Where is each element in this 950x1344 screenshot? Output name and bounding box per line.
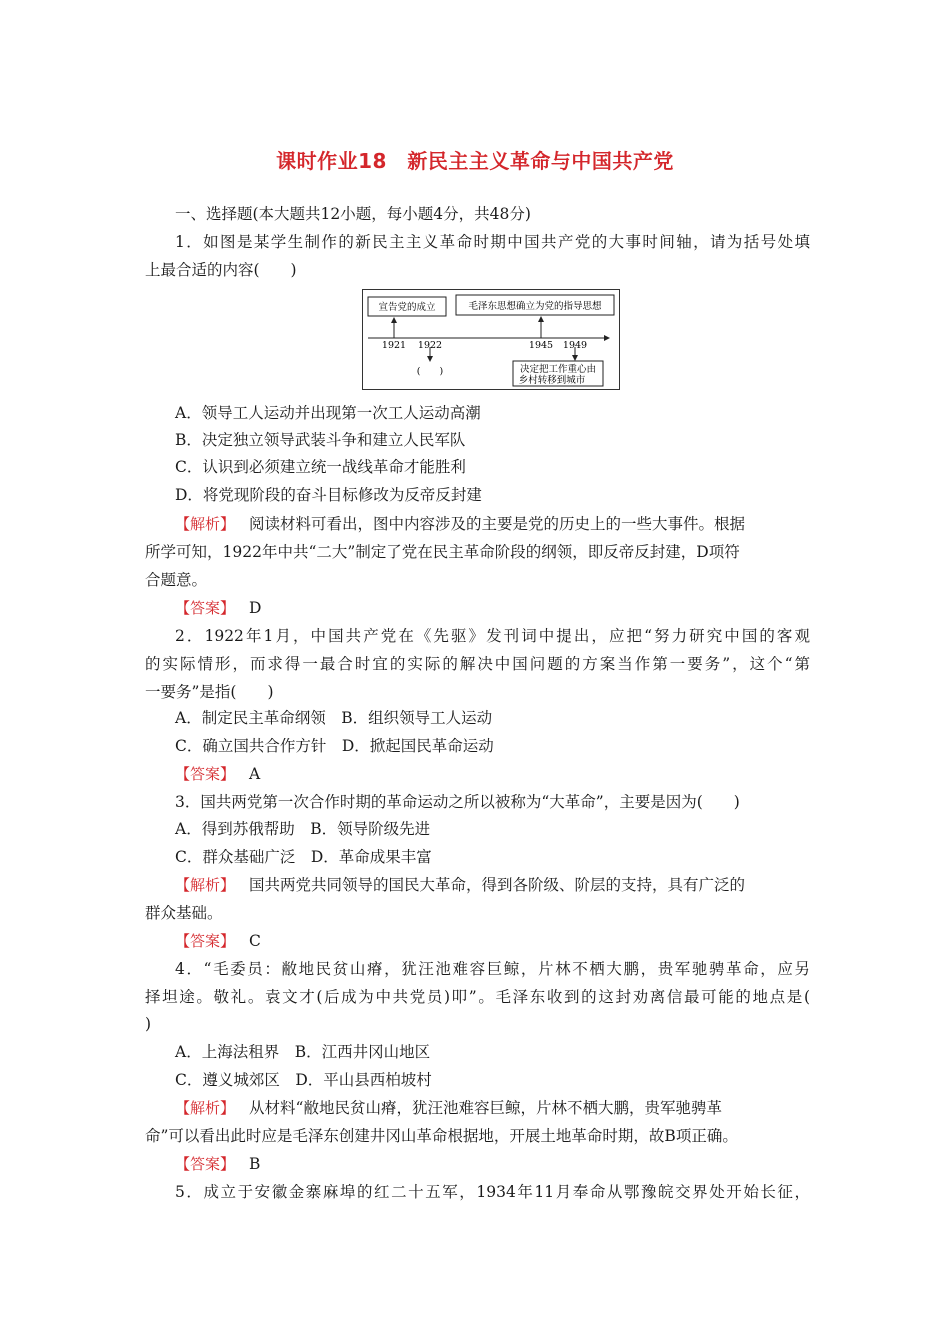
analysis-label: 【解析】 bbox=[175, 876, 236, 894]
q2-stem-line-2: 的实际情形，而求得一最合时宜的实际的解决中国问题的方案当作第一要务”，这个“第 bbox=[145, 655, 810, 673]
q3-analysis-line-2: 群众基础。 bbox=[145, 904, 223, 922]
q1-option-d: D．将党现阶段的奋斗目标修改为反帝反封建 bbox=[175, 486, 482, 504]
page-title: 课时作业18 新民主主义革命与中国共产党 bbox=[276, 149, 674, 173]
q4-stem-line-3: ) bbox=[145, 1015, 152, 1033]
q4-options-line-1: A．上海法租界 B．江西井冈山地区 bbox=[175, 1043, 431, 1061]
section-heading: 一、选择题(本大题共12小题，每小题4分，共48分) bbox=[175, 205, 531, 223]
q2-options-line-2: C．确立国共合作方针 D．掀起国民革命运动 bbox=[175, 737, 494, 755]
timeline-figure bbox=[362, 289, 620, 390]
answer-label: 【答案】 bbox=[175, 932, 236, 950]
answer-label: 【答案】 bbox=[175, 765, 236, 783]
timeline-label-work-shift-1: 决定把工作重心由 bbox=[519, 364, 597, 375]
analysis-label: 【解析】 bbox=[175, 515, 236, 533]
q2-answer: 【答案】 A bbox=[175, 765, 261, 783]
q1-option-b: B．决定独立领导武装斗争和建立人民军队 bbox=[175, 431, 466, 449]
q4-stem-line-1: 4．“毛委员：敝地民贫山瘠，犹汪池难容巨鲸，片林不栖大鹏，贵军驰骋革命，应另 bbox=[175, 960, 810, 978]
answer-label: 【答案】 bbox=[175, 1155, 236, 1173]
q4-answer: 【答案】 B bbox=[175, 1155, 261, 1173]
timeline-blank: ( ) bbox=[416, 366, 444, 377]
q3-analysis-line-1: 【解析】 国共两党共同领导的国民大革命，得到各阶级、阶层的支持，具有广泛的 bbox=[175, 876, 746, 894]
answer-label: 【答案】 bbox=[175, 599, 236, 617]
timeline-label-work-shift-2: 乡村转移到城市 bbox=[518, 375, 586, 386]
q2-options-line-1: A．制定民主革命纲领 B．组织领导工人运动 bbox=[175, 709, 493, 727]
q5-stem-line-1: 5．成立于安徽金寨麻埠的红二十五军，1934年11月奉命从鄂豫皖交界处开始长征， bbox=[175, 1183, 810, 1201]
q3-answer: 【答案】 C bbox=[175, 932, 261, 950]
year-1921: 1921 bbox=[381, 340, 407, 351]
timeline-label-founding: 宣告党的成立 bbox=[378, 302, 436, 313]
q1-analysis-line-2: 所学可知，1922年中共“二大”制定了党在民主革命阶段的纲领，即反帝反封建，D项符 bbox=[145, 543, 740, 561]
q1-stem-line-2: 上最合适的内容( ) bbox=[145, 261, 297, 279]
analysis-label: 【解析】 bbox=[175, 1099, 236, 1117]
q1-option-c: C．认识到必须建立统一战线革命才能胜利 bbox=[175, 458, 466, 476]
q1-option-a: A．领导工人运动并出现第一次工人运动高潮 bbox=[175, 404, 481, 422]
q2-stem-line-3: 一要务”是指( ) bbox=[145, 683, 274, 701]
q3-stem: 3．国共两党第一次合作时期的革命运动之所以被称为“大革命”，主要是因为( ) bbox=[175, 793, 740, 811]
timeline-label-mao-thought: 毛泽东思想确立为党的指导思想 bbox=[468, 301, 602, 312]
year-1922: 1922 bbox=[417, 340, 443, 351]
q4-stem-line-2: 择坦途。敬礼。袁文才(后成为中共党员)叩”。毛泽东收到的这封劝离信最可能的地点是( bbox=[145, 988, 810, 1006]
q1-analysis-line-1: 【解析】 阅读材料可看出，图中内容涉及的主要是党的历史上的一些大事件。根据 bbox=[175, 515, 746, 533]
year-1949: 1949 bbox=[562, 340, 588, 351]
q4-options-line-2: C．遵义城郊区 D．平山县西柏坡村 bbox=[175, 1071, 432, 1089]
q2-stem-line-1: 2．1922年1月，中国共产党在《先驱》发刊词中提出，应把“努力研究中国的客观 bbox=[175, 627, 810, 645]
q3-options-line-1: A．得到苏俄帮助 B．领导阶级先进 bbox=[175, 820, 431, 838]
q1-stem-line-1: 1．如图是某学生制作的新民主主义革命时期中国共产党的大事时间轴，请为括号处填 bbox=[175, 233, 810, 251]
q1-analysis-line-3: 合题意。 bbox=[145, 571, 208, 589]
q4-analysis-line-1: 【解析】 从材料“敝地民贫山瘠，犹汪池难容巨鲸，片林不栖大鹏，贵军驰骋革 bbox=[175, 1099, 722, 1117]
q3-options-line-2: C．群众基础广泛 D．革命成果丰富 bbox=[175, 848, 432, 866]
q1-answer: 【答案】 D bbox=[175, 599, 262, 617]
q4-analysis-line-2: 命”可以看出此时应是毛泽东创建井冈山革命根据地，开展土地革命时期，故B项正确。 bbox=[145, 1127, 738, 1145]
year-1945: 1945 bbox=[528, 340, 554, 351]
